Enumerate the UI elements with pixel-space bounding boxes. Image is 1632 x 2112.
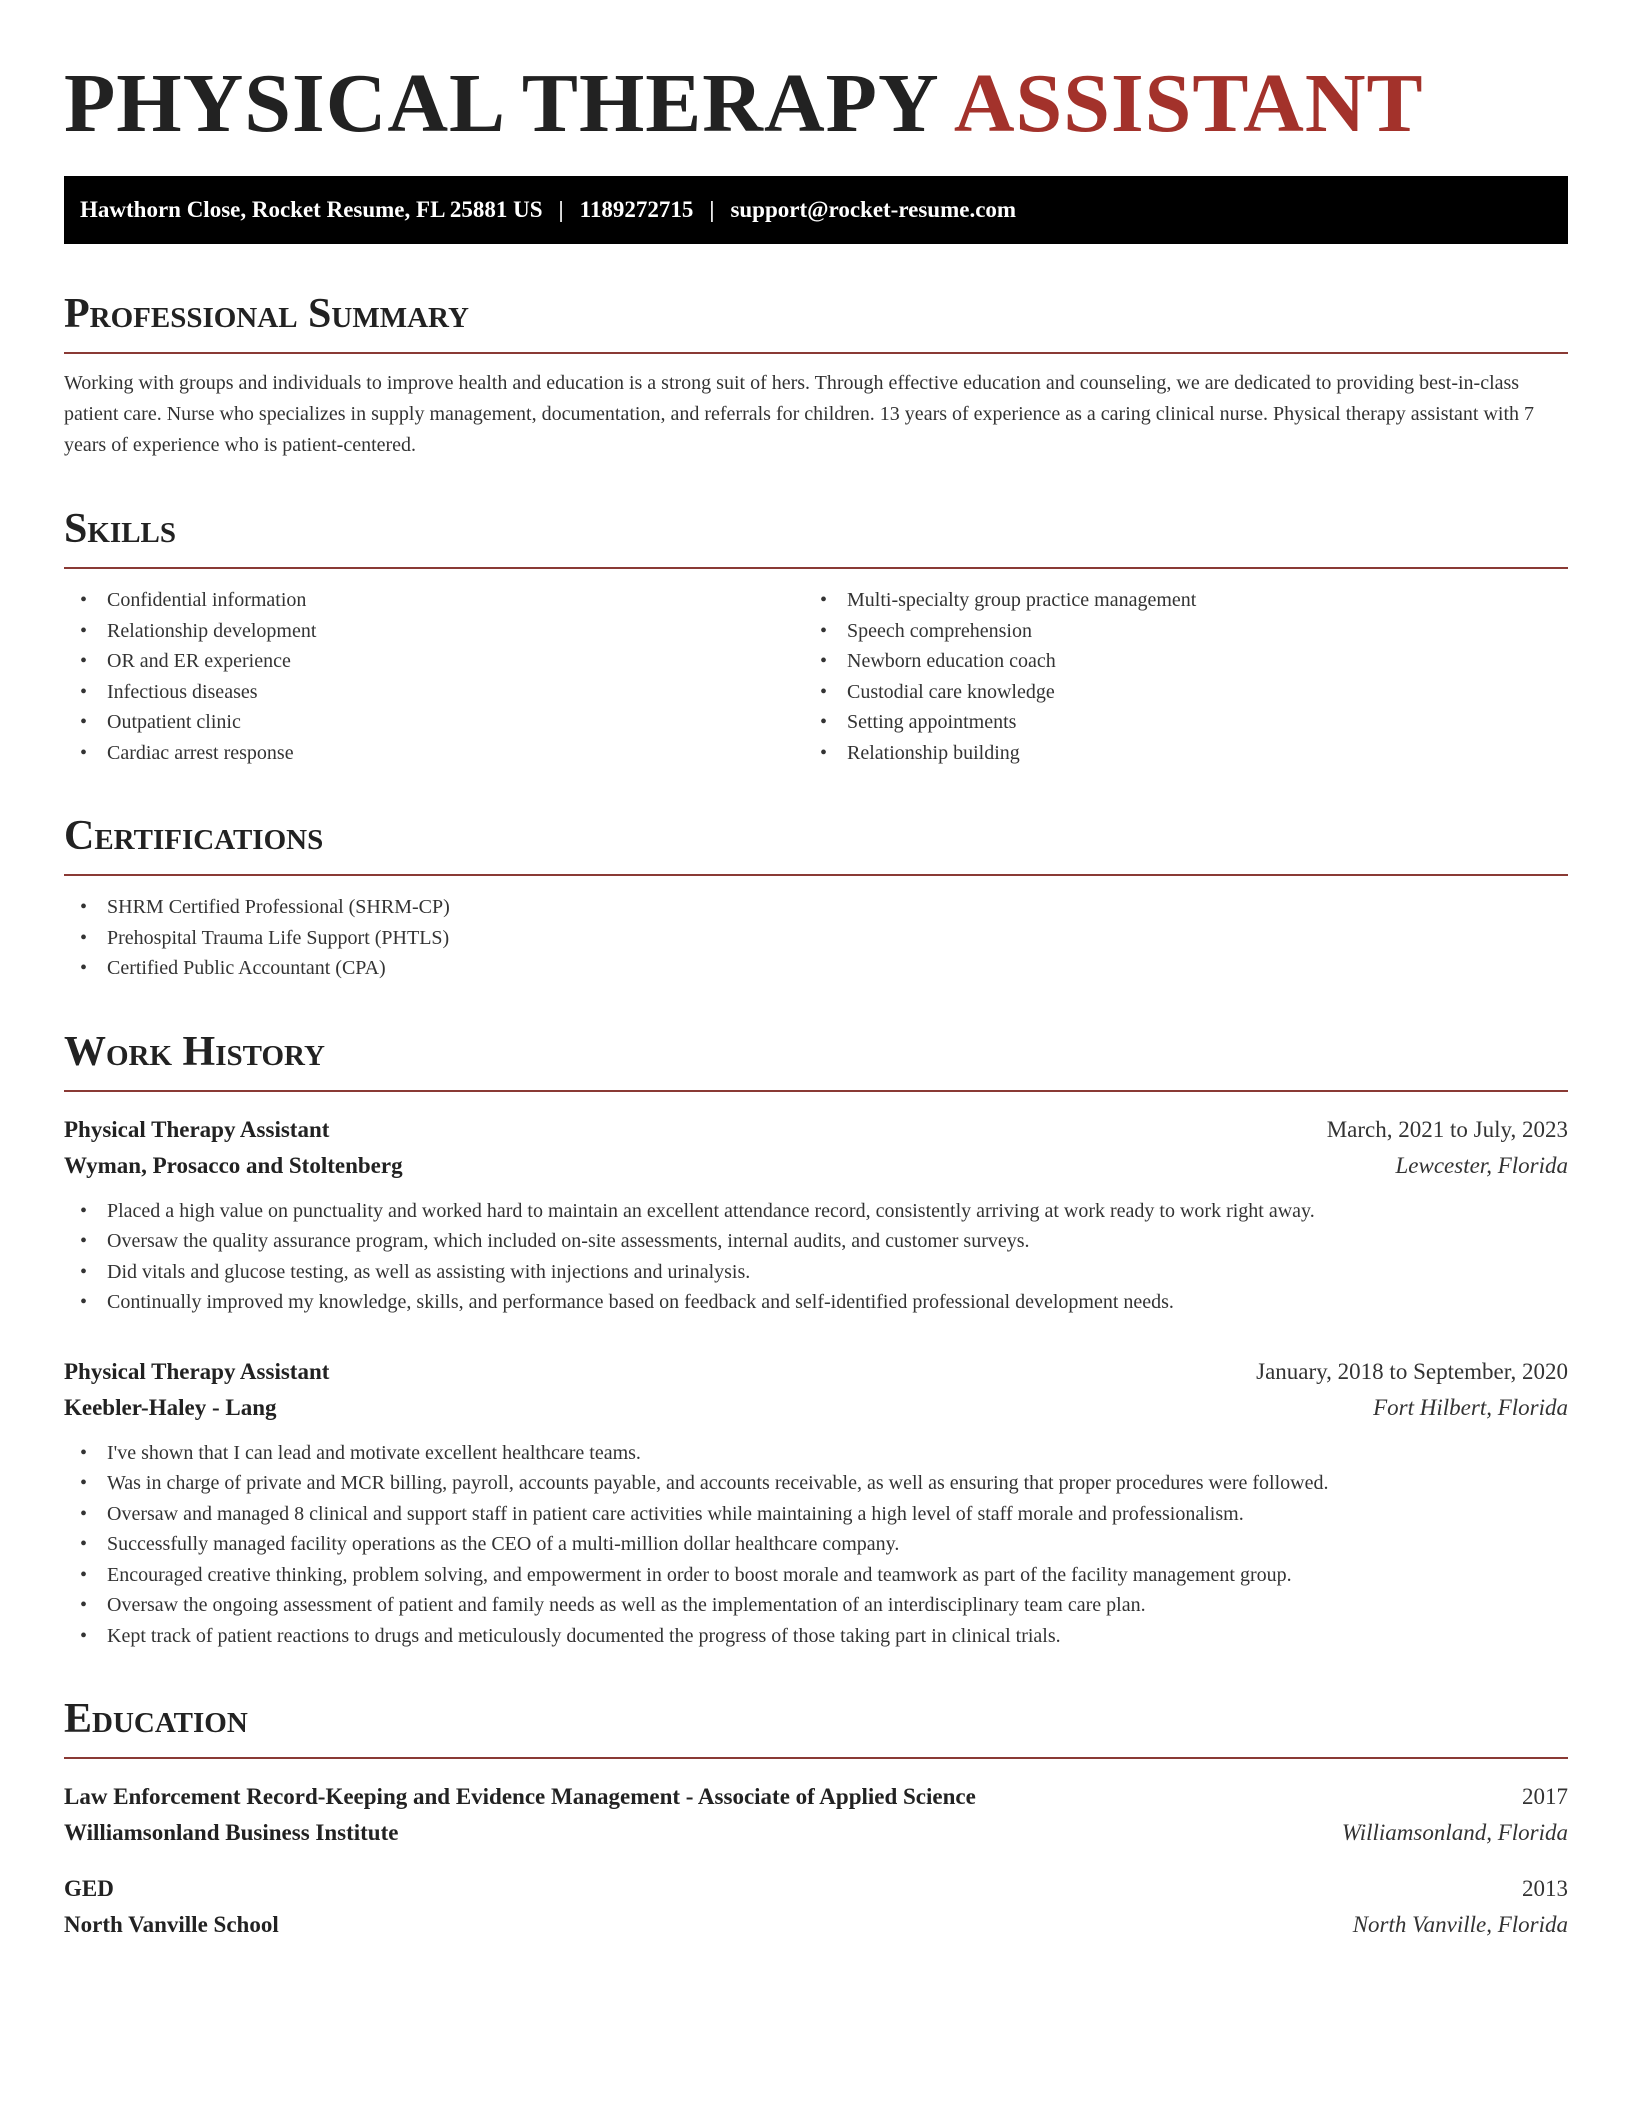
skills-column-left <box>64 585 804 768</box>
skill-item: • Infectious diseases <box>64 677 804 708</box>
contact-phone: 1189272715 <box>579 197 694 222</box>
job-bullet: • Oversaw the ongoing assessment of patient and family needs as well as the implementation of an interdisciplinary team care plan. <box>64 1590 1568 1621</box>
job-bullet: • Was in charge of private and MCR billing, payroll, accounts payable, and accounts receivable, as well as ensuring that proper procedures were followed. <box>64 1468 1568 1499</box>
education-heading: Education <box>64 1695 1568 1759</box>
job-location: Lewcester, Florida <box>1395 1152 1568 1178</box>
education-degree: Law Enforcement Record-Keeping and Evidence Management - Associate of Applied Science <box>64 1784 976 1809</box>
job-title: Physical Therapy Assistant <box>64 1358 330 1384</box>
job-entry <box>64 1112 1568 1318</box>
skills-heading: Skills <box>64 505 1568 569</box>
contact-separator: | <box>709 197 715 222</box>
job-bullet: • Oversaw and managed 8 clinical and support staff in patient care activities while maintaining a high level of staff morale and professionalism. <box>64 1499 1568 1530</box>
education-location: Williamsonland, Florida <box>1341 1820 1568 1845</box>
education-year: 2017 <box>1522 1784 1568 1809</box>
skills-grid <box>64 585 1568 768</box>
skill-item: • Outpatient clinic <box>64 707 804 738</box>
job-bullet: • Kept track of patient reactions to drugs and meticulously documented the progress of those taking part in clinical trials. <box>64 1621 1568 1652</box>
job-bullet: • Oversaw the quality assurance program, which included on-site assessments, internal audits, and customer surveys. <box>64 1226 1568 1257</box>
skill-item: • Custodial care knowledge <box>804 677 1544 708</box>
job-bullet: • Did vitals and glucose testing, as well as assisting with injections and urinalysis. <box>64 1257 1568 1288</box>
job-bullets <box>64 1438 1568 1652</box>
certifications-heading: Certifications <box>64 812 1568 876</box>
certification-item: • SHRM Certified Professional (SHRM-CP) <box>64 892 1568 923</box>
contact-address: Hawthorn Close, Rocket Resume, FL 25881 US <box>80 197 543 222</box>
skill-item: • Multi-specialty group practice management <box>804 585 1544 616</box>
job-title: Physical Therapy Assistant <box>64 1116 330 1142</box>
job-bullet: • Successfully managed facility operations as the CEO of a multi-million dollar healthcare company. <box>64 1529 1568 1560</box>
work-history-section <box>64 1028 1568 1652</box>
summary-text: Working with groups and individuals to improve health and education is a strong suit of hers. Through effective education and counseling, we are dedicated to providing best-in-class patient care. Nurse who specializes in supply management, documentation, and referrals for children. 13 years of experience as a caring clinical nurse. Physical therapy assistant with 7 years of experience who is patient-centered. <box>64 372 1535 456</box>
education-header <box>64 1779 1568 1815</box>
skill-item: • Cardiac arrest response <box>64 738 804 769</box>
skill-item: • Setting appointments <box>804 707 1544 738</box>
contact-email: support@rocket-resume.com <box>730 197 1017 222</box>
contact-bar <box>64 176 1568 244</box>
skills-column-right <box>804 585 1544 768</box>
job-subheader <box>64 1148 1568 1184</box>
education-header <box>64 1871 1568 1907</box>
job-company: Wyman, Prosacco and Stoltenberg <box>64 1152 403 1178</box>
education-section <box>64 1695 1568 1943</box>
education-subheader <box>64 1815 1568 1851</box>
job-bullet: • Placed a high value on punctuality and worked hard to maintain an excellent attendance record, consistently arriving at work ready to work right away. <box>64 1196 1568 1227</box>
summary-heading: Professional Summary <box>64 290 1568 354</box>
job-bullet: • I've shown that I can lead and motivate excellent healthcare teams. <box>64 1438 1568 1469</box>
job-dates: January, 2018 to September, 2020 <box>1256 1358 1568 1384</box>
job-header <box>64 1112 1568 1148</box>
certifications-list <box>64 892 1568 984</box>
certification-item: • Certified Public Accountant (CPA) <box>64 953 1568 984</box>
certification-item: • Prehospital Trauma Life Support (PHTLS) <box>64 923 1568 954</box>
job-bullet: • Continually improved my knowledge, skills, and performance based on feedback and self-identified professional development needs. <box>64 1287 1568 1318</box>
skill-item: • Speech comprehension <box>804 616 1544 647</box>
job-header <box>64 1354 1568 1390</box>
skill-item: • Relationship development <box>64 616 804 647</box>
job-company: Keebler-Haley - Lang <box>64 1394 277 1420</box>
title-main: PHYSICAL THERAPY <box>64 57 937 150</box>
title-accent: ASSISTANT <box>953 57 1424 150</box>
education-entry <box>64 1779 1568 1851</box>
skill-item: • Relationship building <box>804 738 1544 769</box>
resume-title <box>64 0 1568 154</box>
education-degree: GED <box>64 1876 114 1901</box>
job-bullets <box>64 1196 1568 1318</box>
skill-item: • Newborn education coach <box>804 646 1544 677</box>
job-entry <box>64 1354 1568 1652</box>
skills-section <box>64 505 1568 768</box>
education-subheader <box>64 1907 1568 1943</box>
education-entry <box>64 1871 1568 1943</box>
skill-item: • Confidential information <box>64 585 804 616</box>
skill-item: • OR and ER experience <box>64 646 804 677</box>
job-subheader <box>64 1390 1568 1426</box>
job-location: Fort Hilbert, Florida <box>1373 1394 1568 1420</box>
education-location: North Vanville, Florida <box>1352 1912 1568 1937</box>
certifications-section <box>64 812 1568 984</box>
job-bullet: • Encouraged creative thinking, problem solving, and empowerment in order to boost morale and teamwork as part of the facility management group. <box>64 1560 1568 1591</box>
contact-separator: | <box>558 197 564 222</box>
education-year: 2013 <box>1522 1876 1568 1901</box>
work-history-heading: Work History <box>64 1028 1568 1092</box>
education-school: North Vanville School <box>64 1912 279 1937</box>
education-school: Williamsonland Business Institute <box>64 1820 399 1845</box>
summary-section <box>64 290 1568 461</box>
job-dates: March, 2021 to July, 2023 <box>1326 1116 1568 1142</box>
